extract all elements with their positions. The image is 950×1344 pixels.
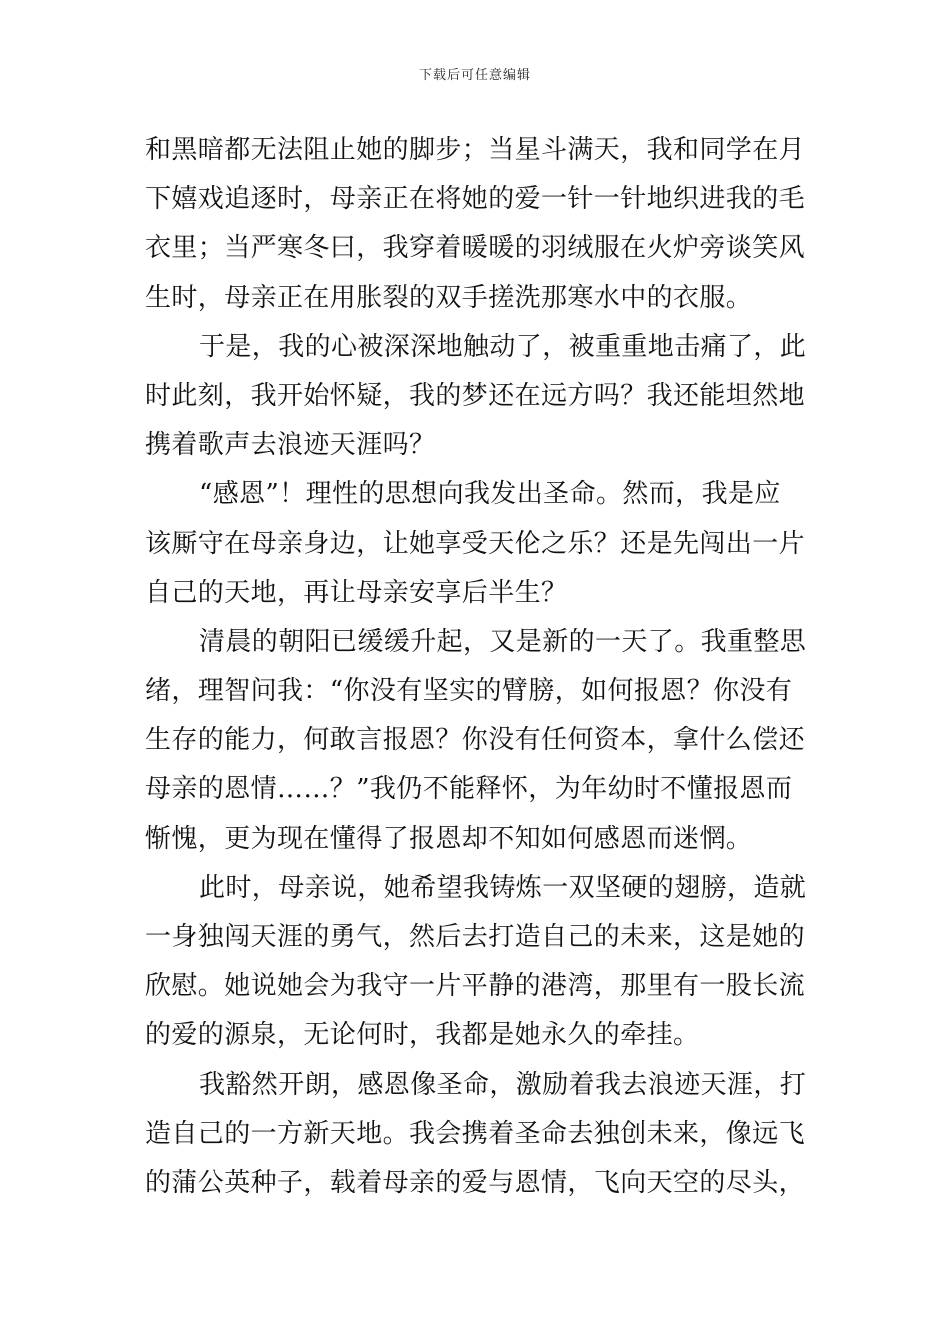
text-line: 下嬉戏追逐时，母亲正在将她的爱一针一针地织进我的毛 [145, 184, 806, 215]
text-line: 生存的能力，何敢言报恩？你没有任何资本，拿什么偿还 [145, 725, 806, 756]
text-line: 于是，我的心被深深地触动了，被重重地击痛了，此 [199, 331, 807, 362]
text-line: 绪，理智问我：“你没有坚实的臂膀，如何报恩？你没有 [145, 676, 793, 707]
document-body [145, 126, 813, 1208]
text-line: 该厮守在母亲身边，让她享受天伦之乐？还是先闯出一片 [145, 528, 806, 559]
text-line: 造自己的一方新天地。我会携着圣命去独创未来，像远飞 [145, 1118, 806, 1149]
text-line: 此时，母亲说，她希望我铸炼一双坚硬的翅膀，造就 [199, 872, 807, 903]
paragraph [145, 1061, 813, 1209]
text-line: 惭愧，更为现在懂得了报恩却不知如何感恩而迷惘。 [145, 823, 753, 854]
text-line: 自己的天地，再让母亲安享后半生？ [145, 577, 568, 608]
paragraph [145, 323, 813, 471]
paragraph [145, 470, 813, 618]
text-line: 的爱的源泉，无论何时，我都是她永久的牵挂。 [145, 1020, 700, 1051]
text-line: 和黑暗都无法阻止她的脚步；当星斗满天，我和同学在月 [145, 135, 806, 165]
text-line: 一身独闯天涯的勇气，然后去打造自己的未来，这是她的 [145, 922, 806, 952]
paragraph [145, 864, 813, 1061]
page-header: 下载后可任意编辑 [418, 68, 531, 83]
text-line: 清晨的朝阳已缓缓升起，又是新的一天了。我重整思 [199, 626, 807, 657]
text-line: 的蒲公英种子，载着母亲的爱与恩情，飞向天空的尽头， [145, 1167, 806, 1198]
text-line: “感恩”！理性的思想向我发出圣命。然而，我是应 [199, 479, 781, 510]
text-line: 时此刻，我开始怀疑，我的梦还在远方吗？我还能坦然地 [145, 380, 806, 411]
text-line: 欣慰。她说她会为我守一片平静的港湾，那里有一股长流 [145, 971, 806, 1002]
text-line: 衣里；当严寒冬曰，我穿着暖暖的羽绒服在火炉旁谈笑风 [145, 233, 806, 264]
paragraph [145, 618, 813, 864]
paragraph [145, 126, 813, 323]
text-line: 我豁然开朗，感恩像圣命，激励着我去浪迹天涯，打 [199, 1069, 807, 1100]
text-line: 携着歌声去浪迹天涯吗？ [145, 430, 436, 461]
text-line: 母亲的恩情……？”我仍不能释怀，为年幼时不懂报恩而 [145, 774, 793, 805]
text-line: 生时，母亲正在用胀裂的双手搓洗那寒水中的衣服。 [145, 282, 753, 313]
